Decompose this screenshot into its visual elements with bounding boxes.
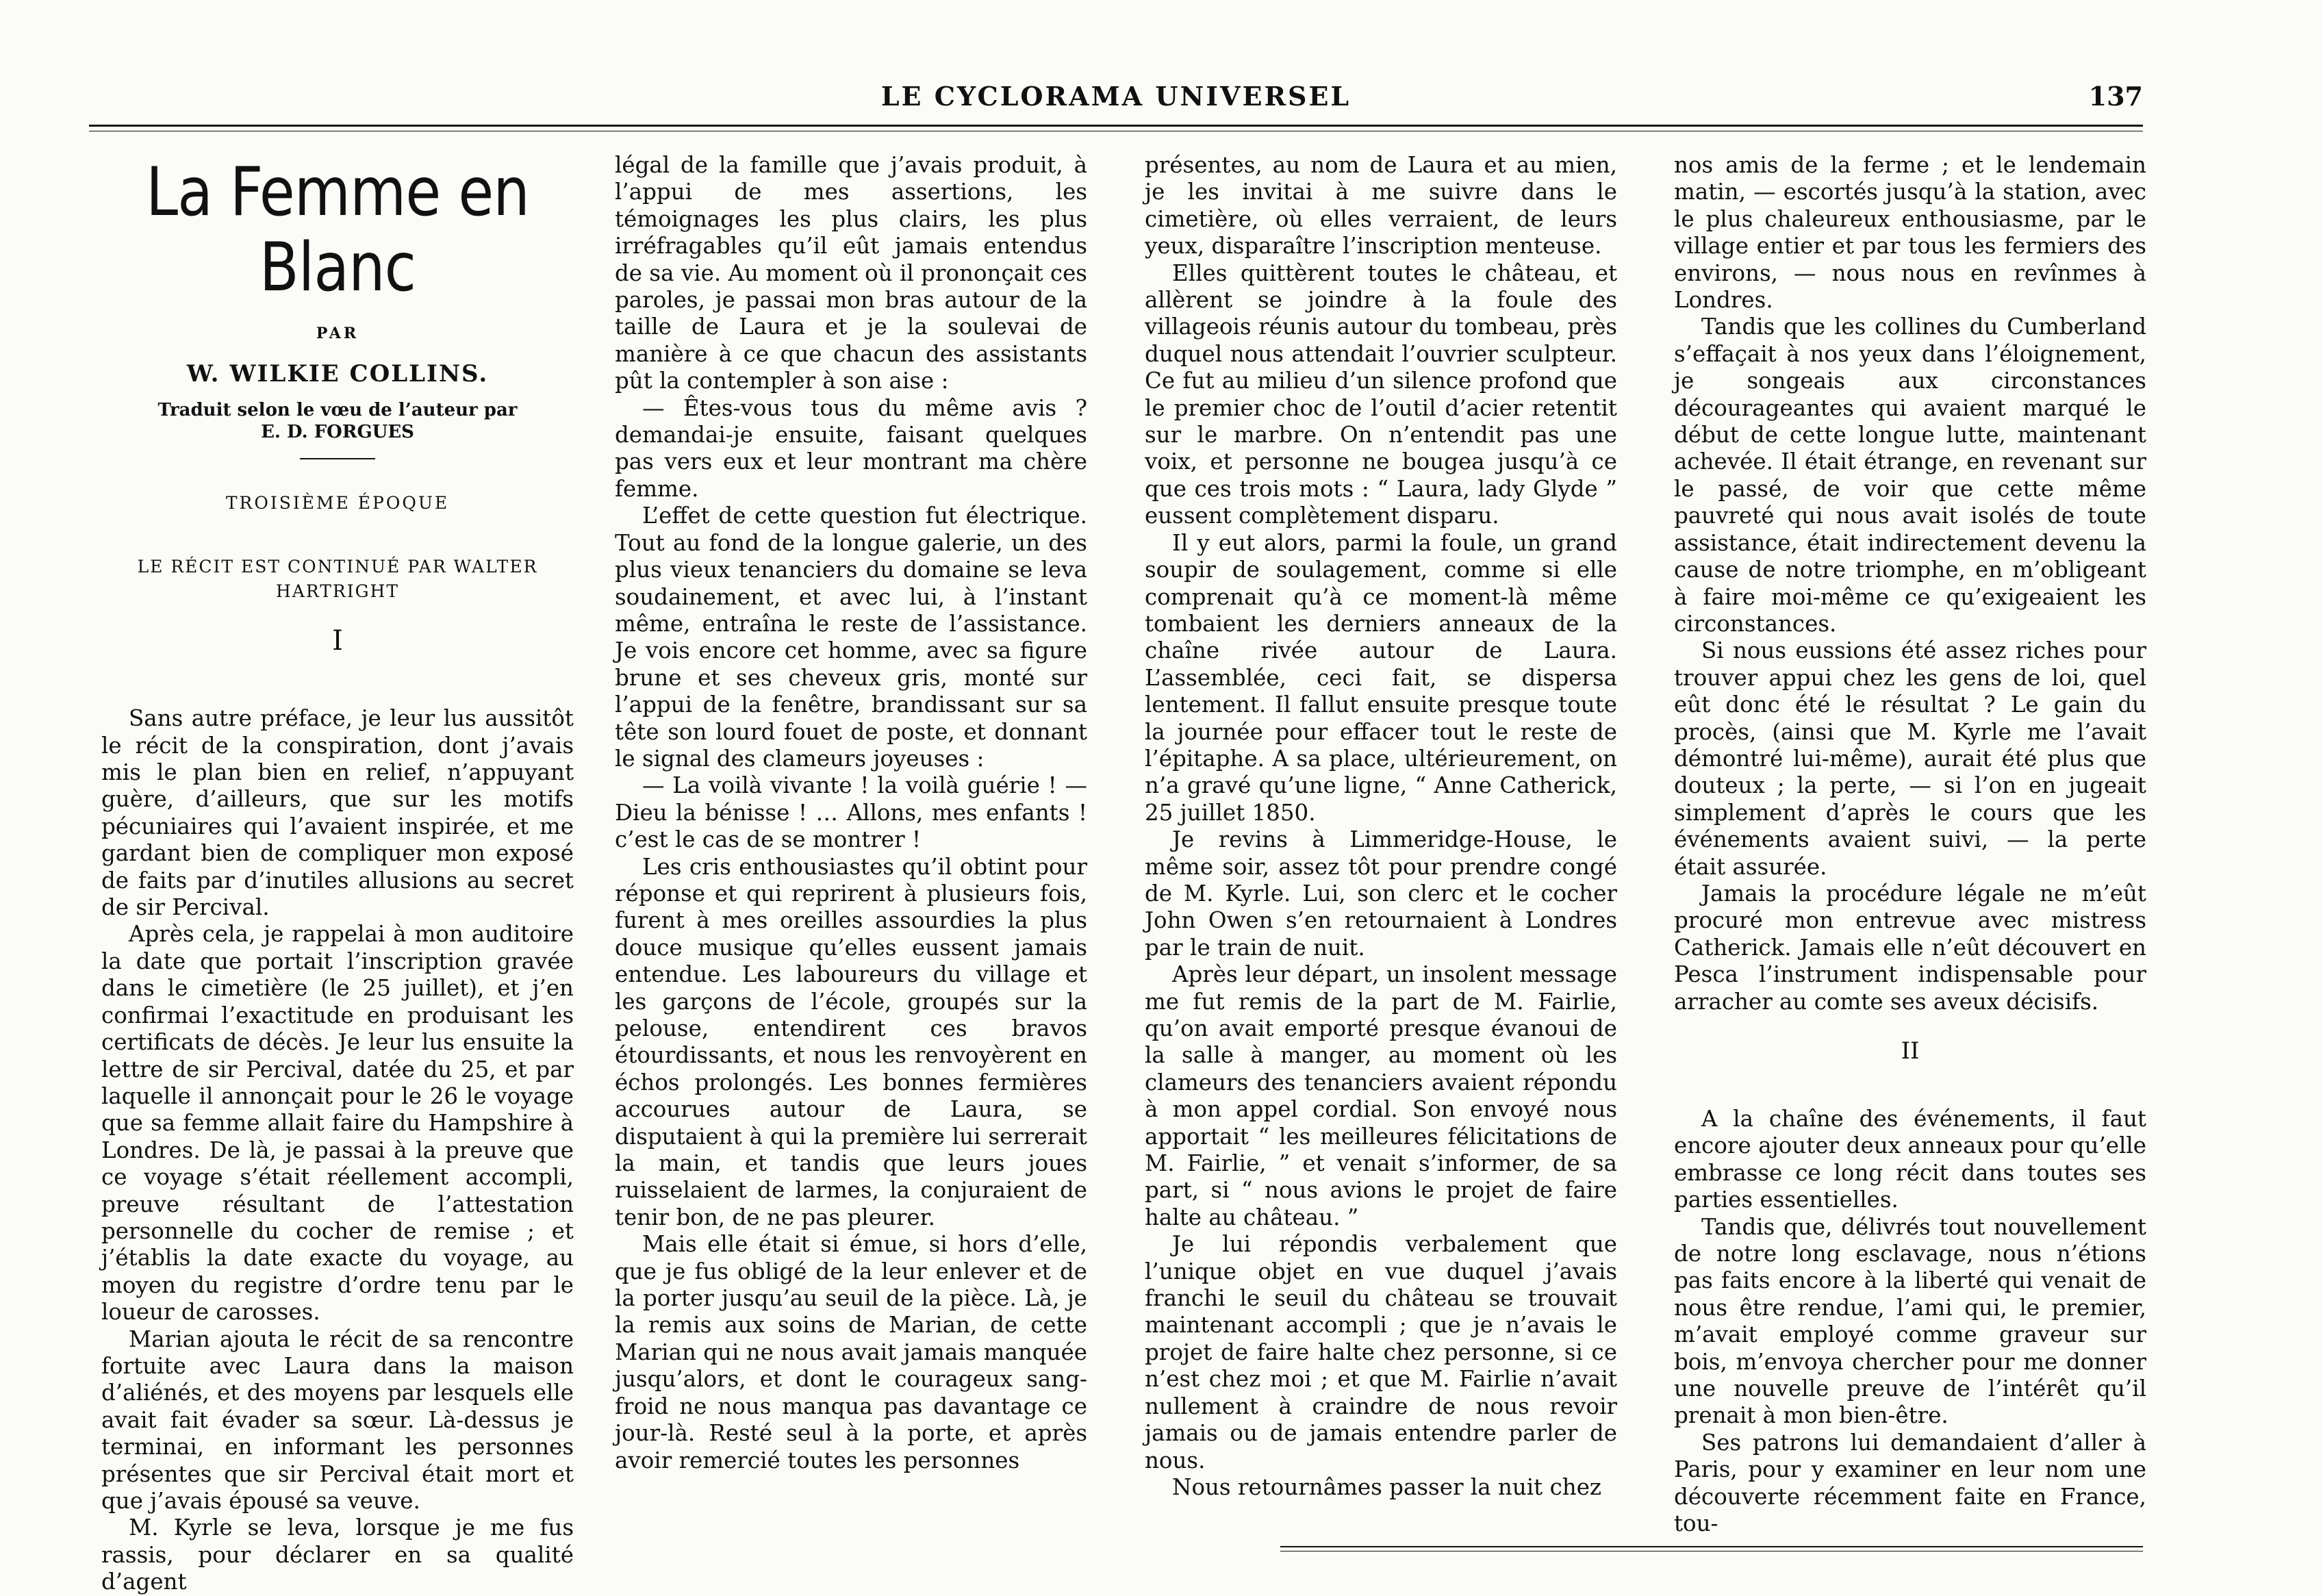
paragraph: présentes, au nom de Laura et au mien, je les invitai à me suivre dans le cimetière, où elles verraient, de leurs yeux, disparaître l’inscription menteuse. — [1145, 152, 1617, 259]
paragraph: M. Kyrle se leva, lorsque je me fus rassis, pour déclarer en sa qualité d’agent — [101, 1515, 574, 1595]
page-header — [89, 81, 2143, 122]
paragraph: Tandis que les collines du Cumberland s’effaçait à nos yeux dans l’éloignement, je songeais aux circonstances décourageantes qui avaient marqué le début de cette longue lutte, maintenant achevée. Il était étrange, en revenant sur le passé, de voir que cette même pauvreté qui nous avait isolés de toute assistance, était indirectement devenu la cause de notre triomphe, en m’obligeant à faire moi-même ce qu’exigeaient les circonstances. — [1674, 314, 2146, 637]
running-title: LE CYCLORAMA UNIVERSEL — [880, 81, 1351, 112]
column-4 — [1674, 152, 2146, 1537]
paragraph: Je revins à Limmeridge-House, le même soir, assez tôt pour prendre congé de M. Kyrle. Lui, son clerc et le cocher John Owen s’en retournaient à Londres par le train de nuit. — [1145, 826, 1617, 961]
paragraph: Tandis que, délivrés tout nouvellement de notre long esclavage, nous n’étions pas faits encore à la liberté qui venait de nous être rendue, l’ami qui, le premier, m’avait employé comme graveur sur bois, m’envoya chercher pour me donner une nouvelle preuve de l’intérêt qu’il prenait à mon bien-être. — [1674, 1213, 2146, 1429]
translation-credit — [101, 399, 574, 443]
byline-par: PAR — [316, 325, 359, 342]
chapter-heading-2: II — [1901, 1037, 1920, 1065]
paragraph: L’effet de cette question fut électrique. Tout au fond de la longue galerie, un des plus vieux tenanciers du domaine se leva soudainement, et avec lui, à l’instant même, entraîna le reste de l’assistance. Je vois encore cet homme, avec sa figure brune et ses cheveux gris, monté sur l’appui de la fenêtre, brandissant sur sa tête son lourd fouet de poste, et donnant le signal des clameurs joyeuses : — [615, 503, 1087, 772]
epoque-heading: TROISIÈME ÉPOQUE — [225, 492, 450, 513]
footer-rule — [1280, 1546, 2143, 1551]
article-title: La Femme en Blanc — [146, 153, 529, 307]
paragraph: Je lui répondis verbalement que l’unique objet en vue duquel j’avais franchi le seuil du château se trouvait maintenant accompli ; que je n’avais le projet de faire halte chez personne, si ce n’est chez moi ; et que M. Fairlie n’avait nullement à craindre de nous revoir jamais ou de jamais entendre parler de nous. — [1145, 1231, 1617, 1473]
paragraph: Elles quittèrent toutes le château, et allèrent se joindre à la foule des villageois réunis autour du tombeau, près duquel nous attendait l’ouvrier sculpteur. Ce fut au milieu d’un silence profond que le premier choc de l’outil d’acier retentit sur le marbre. On n’entendit pas une voix, et personne ne bougea jusqu’à ce que ces trois mots : “ Laura, lady Glyde ” eussent complètement disparu. — [1145, 259, 1617, 529]
paragraph: A la chaîne des événements, il faut encore ajouter deux anneaux pour qu’elle embrasse ce long récit dans toutes ses parties essentielles. — [1674, 1106, 2146, 1213]
author-name: W. WILKIE COLLINS. — [186, 360, 489, 388]
paragraph: nos amis de la ferme ; et le lendemain matin, — escortés jusqu’à la station, avec le plus chaleureux enthousiasme, par le village entier et par tous les fermiers des environs, — nous nous en revînmes à Londres. — [1674, 152, 2146, 314]
paragraph: légal de la famille que j’avais produit, à l’appui de mes assertions, les témoignages les plus clairs, les plus irréfragables qu’il eût jamais entendus de sa vie. Au moment où il prononçait ces paroles, je passai mon bras autour de la taille de Laura et je la soulevai de manière à ce que chacun des assistants pût la contempler à son aise : — [615, 152, 1087, 394]
column-3 — [1145, 152, 1617, 1508]
column-2 — [615, 152, 1087, 1508]
column-1 — [101, 152, 574, 1595]
translation-line-2: E. D. FORGUES — [261, 421, 414, 442]
page-number: 137 — [2088, 81, 2143, 112]
paragraph: Si nous eussions été assez riches pour trouver appui chez les gens de loi, quel eût donc été le résultat ? Le gain du procès, (ainsi que M. Kyrle me l’avait démontré lui-même), aurait été plus que douteux ; la perte, — si l’on en jugeait simplement d’après le cours que les événements avaient suivi, — la perte était assurée. — [1674, 637, 2146, 880]
paragraph: — Êtes-vous tous du même avis ? demandai-je ensuite, faisant quelques pas vers eux et leur montrant ma chère femme. — [615, 394, 1087, 502]
paragraph: Marian ajouta le récit de sa rencontre fortuite avec Laura dans la maison d’aliénés, et des moyens par lesquels elle avait fait évader sa sœur. Là-dessus je terminai, en informant les personnes présentes que sir Percival était mort et que j’avais épousé sa veuve. — [101, 1326, 574, 1514]
paragraph: Après cela, je rappelai à mon auditoire la date que portait l’inscription gravée dans le cimetière (le 25 juillet), et j’en confirmai l’exactitude en produisant les certificats de décès. Je leur lus ensuite la lettre de sir Percival, datée du 25, et par laquelle il annonçait pour le 26 le voyage que sa femme allait faire du Hampshire à Londres. De là, je passai à la preuve que ce voyage s’était réellement accompli, preuve résultant de l’attestation personnelle du cocher de remise ; et j’établis la date exacte du voyage, au moyen du registre d’ordre tenu par le loueur de carosses. — [101, 921, 574, 1326]
paragraph: Jamais la procédure légale ne m’eût procuré mon entrevue avec mistress Catherick. Jamais elle n’eût découvert en Pesca l’instrument indispensable pour arracher au comte ses aveux décisifs. — [1674, 880, 2146, 1015]
paragraph: Ses patrons lui demandaient d’aller à Paris, pour y examiner en leur nom une découverte récemment faite en France, tou- — [1674, 1429, 2146, 1537]
paragraph: Après leur départ, un insolent message me fut remis de la part de M. Fairlie, qu’on avait emporté presque évanoui de la salle à manger, au moment où les clameurs des tenanciers avaient répondu à mon appel cordial. Son envoyé nous apportait “ les meilleures félicitations de M. Fairlie, ” et venait s’informer, de sa part, si “ nous avions le projet de faire halte au château. ” — [1145, 961, 1617, 1230]
title-divider — [300, 458, 375, 459]
header-rule — [89, 125, 2143, 131]
paragraph: Les cris enthousiastes qu’il obtint pour réponse et qui reprirent à plusieurs fois, furent à mes oreilles assourdies la plus douce musique qu’elles eussent jamais entendue. Les laboureurs du village et les garçons de l’école, groupés sur la pelouse, entendirent ces bravos étourdissants, et nous les renvoyèrent en échos prolongés. Les bonnes fermières accourues autour de Laura, se disputaient à qui la première lui serrerait la main, et tandis que leurs joues ruisselaient de larmes, la conjuraient de tenir bon, de ne pas pleurer. — [615, 853, 1087, 1230]
translation-line-1: Traduit selon le vœu de l’auteur par — [157, 399, 518, 420]
paragraph: Mais elle était si émue, si hors d’elle, que je fus obligé de la leur enlever et de la porter jusqu’au seuil de la pièce. Là, je la remis aux soins de Marian, de cette Marian qui ne nous avait jamais manquée jusqu’alors, et dont le courageux sang-froid ne nous manqua pas davantage ce jour-là. Resté seul à la porte, et après avoir remercié toutes les personnes — [615, 1231, 1087, 1473]
paragraph: Il y eut alors, parmi la foule, un grand soupir de soulagement, comme si elle comprenait qu’à ce moment-là même tombaient les derniers anneaux de la chaîne rivée autour de Laura. L’assemblée, ceci fait, se dispersa lentement. Il fallut ensuite presque toute la journée pour effacer tout le reste de l’épitaphe. A sa place, ultérieurement, on n’a gravé qu’une ligne, “ Anne Catherick, 25 juillet 1850. — [1145, 529, 1617, 826]
paragraph: Sans autre préface, je leur lus aussitôt le récit de la conspiration, dont j’avais mis le plan bien en relief, n’appuyant guère, d’ailleurs, que sur les motifs pécuniaires qui l’avaient inspirée, et me gardant bien de compliquer mon exposé de faits par d’inutiles allusions au secret de sir Percival. — [101, 705, 574, 921]
narrator-heading: LE RÉCIT EST CONTINUÉ PAR WALTER HARTRIGHT — [137, 557, 538, 602]
paragraph: Nous retournâmes passer la nuit chez — [1172, 1473, 1602, 1500]
chapter-heading-1: I — [332, 625, 343, 657]
paragraph: — La voilà vivante ! la voilà guérie ! — Dieu la bénisse ! … Allons, mes enfants ! c’est le cas de se montrer ! — [615, 772, 1087, 853]
